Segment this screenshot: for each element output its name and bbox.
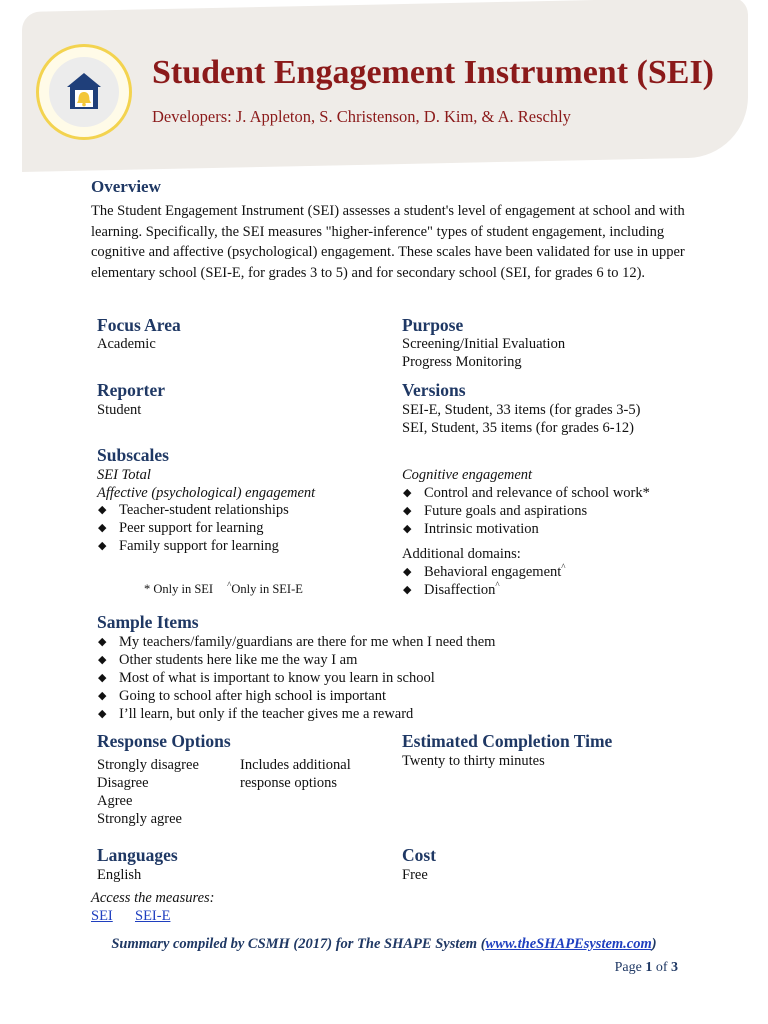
bullet-diamond-icon: ◆ bbox=[98, 672, 107, 684]
response-options-note: Includes additional bbox=[240, 757, 351, 773]
list-item: ◆ Control and relevance of school work* bbox=[403, 485, 650, 501]
subscale-total: SEI Total bbox=[97, 467, 151, 483]
list-item: ◆ Intrinsic motivation bbox=[403, 521, 539, 537]
bullet-diamond-icon: ◆ bbox=[98, 504, 107, 516]
purpose-item: Progress Monitoring bbox=[402, 354, 522, 370]
bullet-diamond-icon: ◆ bbox=[98, 540, 107, 552]
languages-value: English bbox=[97, 867, 142, 883]
focus-area-value: Academic bbox=[97, 336, 156, 352]
subscale-affective-label: Affective (psychological) engagement bbox=[97, 485, 316, 501]
page-title: Student Engagement Instrument (SEI) bbox=[152, 54, 714, 91]
subscale-cognitive-label: Cognitive engagement bbox=[402, 467, 533, 483]
completion-time-value: Twenty to thirty minutes bbox=[402, 753, 545, 769]
sei-link[interactable]: SEI bbox=[91, 908, 113, 924]
bullet-diamond-icon: ◆ bbox=[98, 522, 107, 534]
response-options-note: response options bbox=[240, 775, 338, 791]
overview-heading: Overview bbox=[91, 177, 161, 196]
sei-e-link[interactable]: SEI-E bbox=[135, 908, 171, 924]
completion-time-heading: Estimated Completion Time bbox=[402, 731, 613, 751]
response-options-heading: Response Options bbox=[97, 731, 231, 751]
additional-domains-label: Additional domains: bbox=[402, 546, 521, 562]
subscale-footnote: * Only in SEI ^Only in SEI-E bbox=[144, 579, 303, 596]
cognitive-list bbox=[402, 484, 650, 538]
response-option: Agree bbox=[97, 793, 133, 809]
list-item: ◆ Peer support for learning bbox=[98, 520, 264, 536]
list-item: ◆ My teachers/family/guardians are there for me when I need them bbox=[98, 634, 496, 650]
list-item: ◆ Going to school after high school is important bbox=[98, 688, 387, 704]
summary-footer: Summary compiled by CSMH (2017) for The SHAPE System (www.theSHAPEsystem.com) bbox=[111, 936, 657, 952]
access-measures-label: Access the measures: bbox=[91, 890, 215, 906]
bullet-diamond-icon: ◆ bbox=[98, 636, 107, 648]
bullet-diamond-icon: ◆ bbox=[403, 487, 412, 499]
list-item: ◆ Disaffection^ bbox=[403, 580, 500, 598]
reporter-value: Student bbox=[97, 402, 142, 418]
purpose-heading: Purpose bbox=[402, 315, 464, 335]
focus-area-heading: Focus Area bbox=[97, 315, 181, 335]
bullet-diamond-icon: ◆ bbox=[403, 584, 412, 596]
subscales-heading: Subscales bbox=[97, 445, 169, 465]
response-option: Strongly disagree bbox=[97, 757, 199, 773]
page-number: Page 1 of 3 bbox=[614, 960, 678, 975]
logo bbox=[36, 44, 132, 140]
bullet-diamond-icon: ◆ bbox=[98, 690, 107, 702]
schoolhouse-bell-icon bbox=[66, 72, 102, 110]
bullet-diamond-icon: ◆ bbox=[403, 566, 412, 578]
cost-value: Free bbox=[402, 867, 428, 883]
sample-items-list bbox=[97, 633, 495, 723]
cost-heading: Cost bbox=[402, 845, 437, 865]
reporter-heading: Reporter bbox=[97, 380, 166, 400]
logo-inner bbox=[49, 57, 119, 127]
bullet-diamond-icon: ◆ bbox=[403, 505, 412, 517]
list-item: ◆ I’ll learn, but only if the teacher gives me a reward bbox=[98, 706, 414, 722]
list-item: ◆ Teacher-student relationships bbox=[98, 502, 289, 518]
languages-heading: Languages bbox=[97, 845, 178, 865]
bullet-diamond-icon: ◆ bbox=[98, 708, 107, 720]
purpose-item: Screening/Initial Evaluation bbox=[402, 336, 566, 352]
response-option: Strongly agree bbox=[97, 811, 182, 827]
list-item: ◆ Family support for learning bbox=[98, 538, 279, 554]
affective-list bbox=[97, 501, 289, 555]
response-option: Disagree bbox=[97, 775, 149, 791]
overview-text: The Student Engagement Instrument (SEI) assesses a student's level of engagement at school and with learning. Specifically, the SEI measures "higher-inference" types of student engagement, including cognitive and affective (psychological) engagement. These scales have been validated for use in upper elementary school (SEI-E, for grades 3 to 5) and for secondary school (SEI, for grades 6 to 12). bbox=[91, 203, 685, 281]
developers-line: Developers: J. Appleton, S. Christenson, D. Kim, & A. Reschly bbox=[152, 107, 571, 126]
shape-system-link[interactable]: www.theSHAPEsystem.com bbox=[485, 936, 652, 952]
bullet-diamond-icon: ◆ bbox=[98, 654, 107, 666]
bullet-diamond-icon: ◆ bbox=[403, 523, 412, 535]
list-item: ◆ Other students here like me the way I am bbox=[98, 652, 358, 668]
additional-list bbox=[402, 563, 566, 599]
version-item: SEI, Student, 35 items (for grades 6-12) bbox=[402, 420, 634, 436]
list-item: ◆ Behavioral engagement^ bbox=[403, 562, 566, 580]
sample-items-heading: Sample Items bbox=[97, 612, 199, 632]
list-item: ◆ Future goals and aspirations bbox=[403, 503, 588, 519]
versions-heading: Versions bbox=[402, 380, 466, 400]
version-item: SEI-E, Student, 33 items (for grades 3-5) bbox=[402, 402, 641, 418]
list-item: ◆ Most of what is important to know you learn in school bbox=[98, 670, 435, 686]
